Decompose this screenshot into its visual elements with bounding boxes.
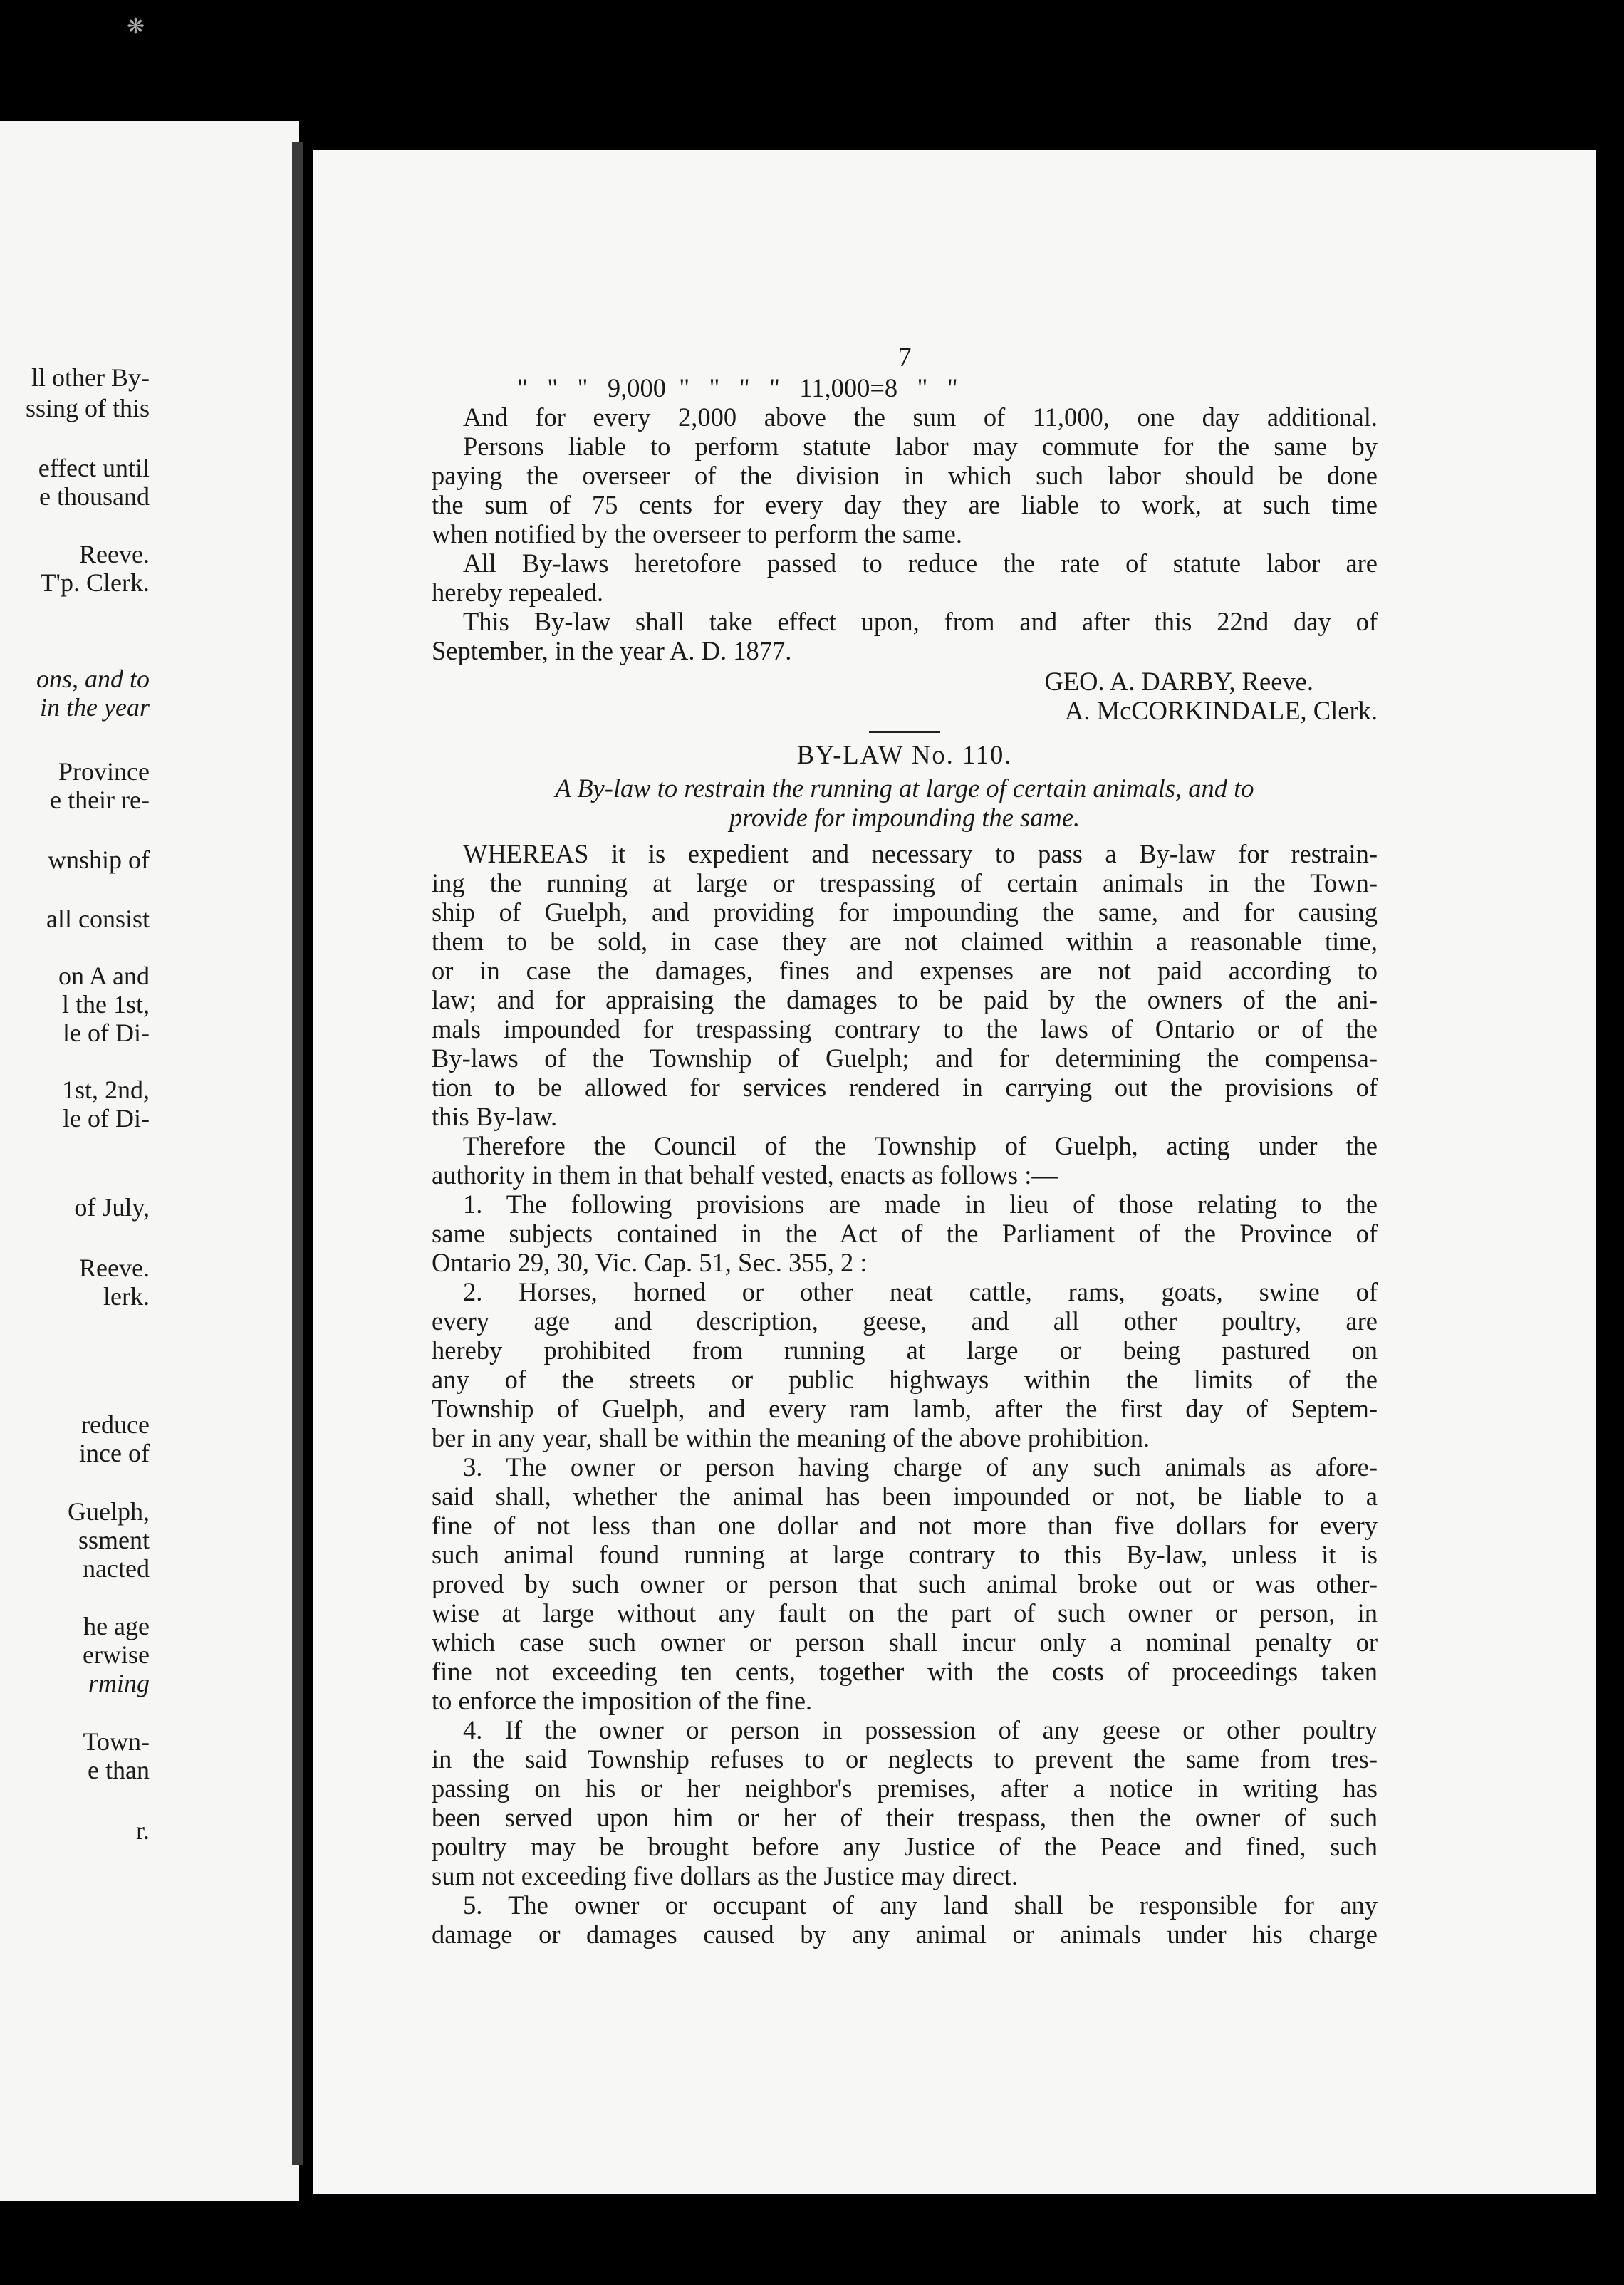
left-page-line: reduce: [81, 1410, 150, 1439]
statute-labor-line: Persons liable to perform statute labor may commute for the same by: [463, 432, 1378, 461]
left-page-line: in the year: [40, 693, 150, 722]
bylaw-body-line: ber in any year, shall be within the meaning of the above prohibition.: [432, 1423, 1150, 1452]
bylaw-body-line: tion to be allowed for services rendered in carrying out the provisions of: [432, 1073, 1378, 1102]
bylaw-body-line: or in case the damages, fines and expenses are not paid according to: [432, 956, 1378, 985]
left-page-line: ince of: [79, 1439, 150, 1467]
left-page-line: he age: [83, 1612, 150, 1640]
statute-labor-line: And for every 2,000 above the sum of 11,000, one day additional.: [463, 402, 1378, 432]
bylaw-body-line: law; and for appraising the damages to be paid by the owners of the ani-: [432, 985, 1378, 1014]
bylaw-body-line: 3. The owner or person having charge of any such animals as afore-: [463, 1452, 1378, 1482]
left-page-line: e their re-: [50, 786, 150, 814]
bylaw-body-line: hereby prohibited from running at large or being pastured on: [432, 1336, 1378, 1365]
bylaw-body-line: 4. If the owner or person in possession of any geese or other poultry: [463, 1715, 1378, 1744]
left-page-line: Town-: [83, 1727, 150, 1756]
bylaw-body-line: said shall, whether the animal has been impounded or not, be liable to a: [432, 1482, 1378, 1511]
bylaw-body-line: which case such owner or person shall incur only a nominal penalty or: [432, 1628, 1378, 1657]
left-page-line: r.: [135, 1816, 150, 1845]
bylaw-body-line: same subjects contained in the Act of the Parliament of the Province of: [432, 1219, 1378, 1248]
bylaw-body-line: By-laws of the Township of Guelph; and for determining the compensa-: [432, 1043, 1378, 1073]
speck-mark: ❋: [127, 15, 145, 38]
left-page-line: Reeve.: [79, 1254, 150, 1282]
statute-labor-section: [432, 402, 1378, 665]
statute-labor-line: hereby repealed.: [432, 578, 604, 607]
bylaw-body-line: such animal found running at large contrary to this By-law, unless it is: [432, 1540, 1378, 1569]
left-page-line: ssing of this: [25, 394, 150, 422]
bylaw-body-line: passing on his or her neighbor's premises, after a notice in writing has: [432, 1774, 1378, 1803]
left-page-line: e thousand: [39, 482, 150, 511]
left-page-line: Guelph,: [68, 1497, 150, 1526]
reeve-signature: GEO. A. DARBY, Reeve.: [1044, 667, 1313, 696]
bylaw-body-line: been served upon him or her of their trespass, then the owner of such: [432, 1803, 1378, 1832]
left-page-line: e than: [88, 1756, 150, 1784]
bylaw-body-line: wise at large without any fault on the part of such owner or person, in: [432, 1598, 1378, 1628]
bylaw-body-line: authority in them in that behalf vested, enacts as follows :—: [432, 1160, 1058, 1190]
left-page-line: l the 1st,: [62, 990, 150, 1019]
bylaw-body-line: to enforce the imposition of the fine.: [432, 1686, 813, 1715]
left-page-line: ll other By-: [31, 363, 150, 392]
signature-block: [432, 667, 1378, 725]
bylaw-body: [432, 839, 1378, 1949]
bylaw-body-line: fine of not less than one dollar and not more than five dollars for every: [432, 1511, 1378, 1540]
statute-labor-line: This By-law shall take effect upon, from and after this 22nd day of: [463, 607, 1378, 636]
left-page-line: effect until: [38, 454, 150, 482]
left-page-line: T'p. Clerk.: [40, 568, 150, 597]
left-page-line: le of Di-: [63, 1104, 150, 1133]
statute-labor-line: the sum of 75 cents for every day they are liable to work, at such time: [432, 490, 1378, 519]
bylaw-body-line: proved by such owner or person that such animal broke out or was other-: [432, 1569, 1378, 1598]
section-divider: [869, 731, 940, 733]
bylaw-body-line: 2. Horses, horned or other neat cattle, rams, goats, swine of: [463, 1277, 1378, 1306]
bylaw-body-line: any of the streets or public highways within the limits of the: [432, 1365, 1378, 1394]
bylaw-body-line: 5. The owner or occupant of any land shall be responsible for any: [463, 1890, 1378, 1920]
bylaw-body-line: Township of Guelph, and every ram lamb, after the first day of Septem-: [432, 1394, 1378, 1423]
page-text-block: [432, 342, 1378, 1949]
left-page-line: on A and: [58, 962, 150, 990]
bylaw-subtitle-line: provide for impounding the same.: [729, 803, 1081, 832]
left-page-line: nacted: [83, 1554, 150, 1583]
bylaw-body-line: WHEREAS it is expedient and necessary to pass a By-law for restrain-: [463, 839, 1378, 868]
left-page-line: wnship of: [48, 845, 150, 874]
bylaw-body-line: 1. The following provisions are made in lieu of those relating to the: [463, 1190, 1378, 1219]
bylaw-body-line: every age and description, geese, and all other poultry, are: [432, 1306, 1378, 1336]
bylaw-body-line: mals impounded for trespassing contrary to the laws of Ontario or of the: [432, 1014, 1378, 1043]
bylaw-subtitle-line: A By-law to restrain the running at large of certain animals, and to: [555, 774, 1254, 803]
left-page-line: le of Di-: [63, 1019, 150, 1047]
left-page-line: rming: [88, 1669, 150, 1697]
left-page-line: all consist: [46, 905, 150, 933]
bylaw-body-line: poultry may be brought before any Justice of the Peace and fined, such: [432, 1832, 1378, 1861]
left-page: [0, 121, 299, 2201]
left-page-line: of July,: [74, 1193, 150, 1222]
left-page-line: ssment: [78, 1526, 150, 1554]
statute-labor-line: All By-laws heretofore passed to reduce the rate of statute labor are: [463, 548, 1378, 578]
left-page-line: lerk.: [103, 1282, 150, 1311]
bylaw-body-line: Therefore the Council of the Township of Guelph, acting under the: [463, 1131, 1378, 1160]
left-page-line: erwise: [83, 1640, 150, 1669]
bylaw-body-line: ing the running at large or trespassing of certain animals in the Town-: [432, 868, 1378, 897]
left-page-line: Province: [58, 757, 150, 786]
left-page-line: ons, and to: [36, 665, 150, 693]
statute-labor-line: when notified by the overseer to perform the same.: [432, 519, 962, 548]
bylaw-subtitle: [432, 774, 1378, 832]
bylaw-body-line: damage or damages caused by any animal or animals under his charge: [432, 1920, 1378, 1949]
left-page-line: 1st, 2nd,: [61, 1076, 150, 1104]
clerk-signature: A. McCORKINDALE, Clerk.: [1065, 696, 1378, 725]
bylaw-body-line: fine not exceeding ten cents, together with the costs of proceedings taken: [432, 1657, 1378, 1686]
bylaw-body-line: this By-law.: [432, 1102, 558, 1131]
left-page-line: Reeve.: [79, 540, 150, 568]
bylaw-body-line: Ontario 29, 30, Vic. Cap. 51, Sec. 355, 2 :: [432, 1248, 868, 1277]
labor-table-row: " " " 9,000 " " " " 11,000=8 " ": [517, 373, 958, 402]
bylaw-body-line: ship of Guelph, and providing for impounding the same, and for causing: [432, 897, 1378, 927]
book-spine: [292, 142, 303, 2165]
statute-labor-line: September, in the year A. D. 1877.: [432, 636, 792, 665]
bylaw-heading: BY-LAW No. 110.: [796, 740, 1013, 769]
statute-labor-line: paying the overseer of the division in which such labor should be done: [432, 461, 1378, 490]
bylaw-body-line: sum not exceeding five dollars as the Justice may direct.: [432, 1861, 1019, 1890]
bylaw-body-line: in the said Township refuses to or neglects to prevent the same from tres-: [432, 1744, 1378, 1774]
page-number: 7: [897, 343, 912, 373]
bylaw-body-line: them to be sold, in case they are not claimed within a reasonable time,: [432, 927, 1378, 956]
